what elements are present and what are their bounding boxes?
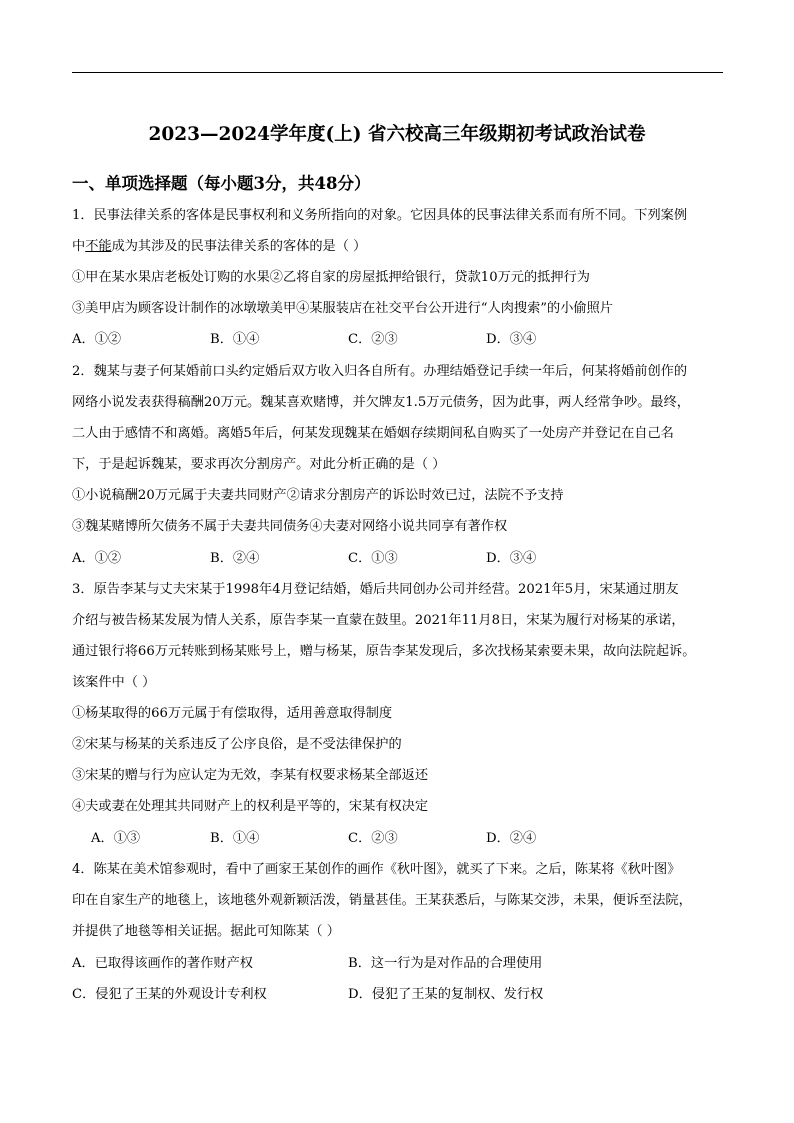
- q1-stem-line-2: [72, 239, 366, 255]
- q1-statements-1: ①甲在某水果店老板处订购的水果②乙将自家的房屋抵押给银行，贷款10万元的抵押行为: [72, 270, 590, 285]
- q2-stem-line-2: 网络小说发表获得稿酬20万元。魏某喜欢赌博，并欠牌友1.5万元债务，因为此事，两人经常争吵。最终，: [72, 395, 690, 410]
- q4-stem-line-2: 印在自家生产的地毯上，该地毯外观新颖活泼，销量甚佳。王某获悉后，与陈某交涉，未果，便诉至法院，: [72, 893, 692, 908]
- q3-stem-line-3: 通过银行将66万元转账到杨某账号上，赠与杨某，原告李某发现后，多次找杨某索要未果，故向法院起诉。: [72, 644, 696, 659]
- section-heading: 一、单项选择题（每小题3分，共48分）: [72, 174, 371, 193]
- q1-emphasis-underline: 不能: [85, 239, 112, 254]
- q2-option-d: D．③④: [486, 551, 537, 566]
- page-title: 2023—2024学年度(上) 省六校高三年级期初考试政治试卷: [148, 124, 646, 145]
- q3-statement-4: ④夫或妻在处理其共同财产上的权利是平等的，宋某有权决定: [72, 799, 429, 814]
- q4-option-c: C．侵犯了王某的外观设计专利权: [72, 987, 267, 1002]
- q3-stem-line-2: 介绍与被告杨某发展为情人关系，原告李某一直蒙在鼓里。2021年11月8日，宋某为履行对杨某的承诺，: [72, 613, 685, 628]
- header-rule: [72, 72, 723, 73]
- q4-stem-line-3: 并提供了地毯等相关证据。据此可知陈某（ ）: [72, 924, 340, 939]
- q3-statement-1: ①杨某取得的66万元属于有偿取得，适用善意取得制度: [72, 706, 393, 721]
- q1-option-b: B．①④: [210, 332, 260, 347]
- q1-statements-2: ③美甲店为顾客设计制作的冰墩墩美甲④某服装店在社交平台公开进行“人肉搜索”的小偷照片: [72, 301, 613, 316]
- q3-option-a: A．①③: [91, 831, 141, 846]
- q3-option-d: D．②④: [486, 831, 537, 846]
- q1-stem-line-1: 1．民事法律关系的客体是民事权利和义务所指向的对象。它因具体的民事法律关系而有所不同。下列案例: [72, 208, 688, 223]
- q1-option-c: C．②③: [348, 332, 398, 347]
- q1-stem-line-2a: 中: [72, 239, 86, 254]
- q4-option-b: B．这一行为是对作品的合理使用: [348, 956, 543, 971]
- q2-option-c: C．①③: [348, 551, 398, 566]
- q3-statement-3: ③宋某的赠与行为应认定为无效，李某有权要求杨某全部返还: [72, 768, 429, 783]
- q3-option-b: B．①④: [210, 831, 260, 846]
- q3-stem-line-1: 3．原告李某与丈夫宋某于1998年4月登记结婚，婚后共同创办公司并经营。2021年5月，宋某通过朋友: [72, 582, 679, 597]
- q2-stem-line-1: 2．魏某与妻子何某婚前口头约定婚后双方收入归各自所有。办理结婚登记手续一年后，何某将婚前创作的: [72, 364, 688, 379]
- q4-option-d: D．侵犯了王某的复制权、发行权: [348, 987, 544, 1002]
- q4-stem-line-1: 4．陈某在美术馆参观时，看中了画家王某创作的画作《秋叶图》，就买了下来。之后，陈某将《秋叶图》: [72, 862, 681, 877]
- q3-statement-2: ②宋某与杨某的关系违反了公序良俗，是不受法律保护的: [72, 737, 402, 752]
- q3-option-c: C．②③: [348, 831, 398, 846]
- q3-stem-line-4: 该案件中（ ）: [72, 675, 156, 690]
- q2-statements-2: ③魏某赌博所欠债务不属于夫妻共同债务④夫妻对网络小说共同享有著作权: [72, 519, 508, 534]
- q2-statements-1: ①小说稿酬20万元属于夫妻共同财产②请求分割房产的诉讼时效已过，法院不予支持: [72, 488, 564, 503]
- q2-option-a: A．①②: [72, 551, 122, 566]
- q4-option-a: A．已取得该画作的著作财产权: [72, 956, 253, 971]
- q1-stem-line-2b: 成为其涉及的民事法律关系的客体的是（ ）: [111, 239, 367, 254]
- q1-option-a: A．①②: [72, 332, 122, 347]
- q1-option-d: D．③④: [486, 332, 537, 347]
- q2-option-b: B．②④: [210, 551, 260, 566]
- q2-stem-line-4: 下，于是起诉魏某，要求再次分割房产。对此分析正确的是（ ）: [72, 457, 446, 472]
- q2-stem-line-3: 二人由于感情不和离婚。离婚5年后，何某发现魏某在婚姻存续期间私自购买了一处房产并登记在自己名: [72, 426, 674, 441]
